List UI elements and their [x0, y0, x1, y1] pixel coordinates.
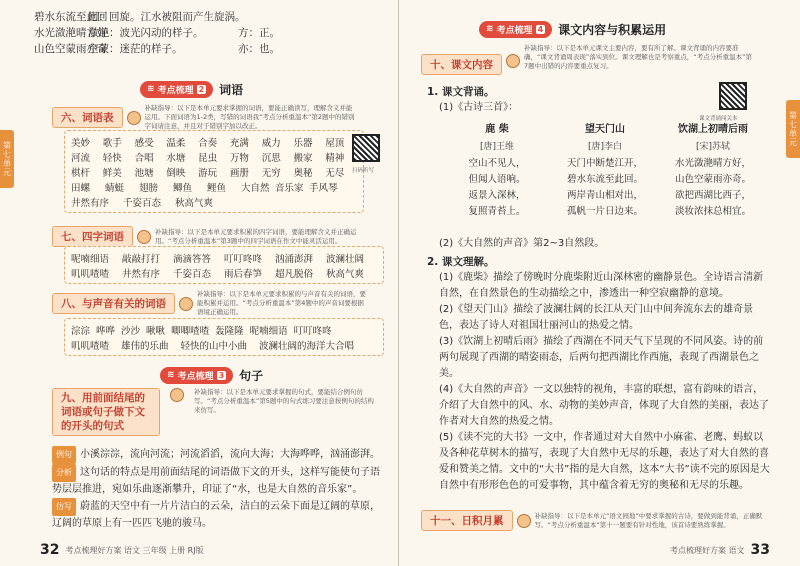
mascot-icon: [179, 297, 193, 311]
idiom-word: 波澜壮阔: [326, 253, 365, 265]
banner-pill: ≋ 考点梳理 2: [140, 81, 213, 98]
idiom-word: 叮叮咚咚: [224, 253, 263, 265]
paragraph: (3)《饮湖上初晴后雨》描绘了西湖在不同天气下呈现的不同风姿。诗的前两句展现了西湖的晴姿雨态，后两句把西湖比作西施，表现了西湖景色之美。: [439, 336, 764, 379]
vocab-word: 轻快: [102, 152, 122, 164]
word-row: [71, 194, 357, 209]
vocab-word: 蜻蜓: [105, 182, 125, 194]
vocab-word: 感受: [134, 137, 154, 149]
idiom-word: 超凡脱俗: [275, 268, 314, 280]
poem-line: 淡妆浓抹总相宜。: [674, 206, 751, 217]
heading-recite: 1. 课文背诵。: [427, 86, 495, 98]
vocab-word: 歌手: [102, 137, 122, 149]
word-row: [71, 149, 357, 164]
vocab-word: 合奏: [198, 137, 218, 149]
qr-caption: 扫码听写: [352, 168, 375, 174]
left-page: [0, 0, 399, 566]
vocab-word: 鲤鱼: [207, 182, 227, 194]
section-tag: 九、用前面结尾的词语或句子做下文的开头的句式: [52, 388, 160, 436]
sound-word: 唧唧喳喳: [171, 325, 210, 337]
mascot-icon: [517, 514, 531, 528]
mascot-icon: [506, 54, 520, 68]
word-row: [71, 164, 357, 179]
poem-note-row: 碧水东流至此回 回：回旋。江水被阻而产生旋涡。: [34, 10, 246, 23]
poem-card: [551, 120, 659, 220]
section-sound-words: [52, 290, 367, 317]
idiom-row: [71, 250, 377, 265]
unit-side-tab: 第七单元: [0, 130, 14, 188]
mascot-icon: [137, 230, 151, 244]
page-number: 33: [750, 542, 770, 558]
sound-word: 叮叮咚咚: [293, 325, 332, 337]
sound-word-box: [64, 318, 384, 356]
poem-line: 天门中断楚江开，: [566, 158, 643, 169]
idiom-word: 秋高气爽: [326, 268, 365, 280]
right-footer: [670, 542, 770, 558]
vocab-word: 万物: [229, 152, 249, 164]
vocab-word: 翅膀: [139, 182, 159, 194]
mascot-icon: [127, 111, 141, 125]
vocab-word: 威力: [261, 137, 281, 149]
sound-word: 轻快的山中小曲: [180, 340, 248, 352]
sound-word: 啾啾: [146, 325, 166, 337]
analysis: 分析 这句话的特点是用前面结尾的词语做下文的开头，这样写能使句子语势层层推进，宛如乐曲逐渐攀升，印证了“水，也是大自然的音乐家”。: [52, 464, 386, 498]
section-tag: 七、四字词语: [52, 226, 133, 247]
poem-note-row: 山色空蒙雨亦奇 空蒙：迷茫的样子。 亦：也。: [34, 42, 280, 55]
poem-author: [唐]王维: [479, 142, 515, 152]
vocab-word: 合唱: [134, 152, 154, 164]
tip-note: 补缺指导：以下是本单元要求掌握的句式，要能结合例句仿写。“考点分析重温本”第5题中的句式练习要注意按例句的结构来仿写。: [194, 388, 374, 414]
word-list-box: [64, 130, 364, 213]
banner-text-content: [479, 20, 666, 38]
vocab-word: 昆虫: [198, 152, 218, 164]
vocab-word: 无穷: [261, 167, 281, 179]
section-tag: 八、与声音有关的词语: [52, 293, 175, 314]
qr-code-icon[interactable]: [719, 82, 747, 110]
poem-note-row: 水光潋滟晴方好 潋滟：波光闪动的样子。 方：正。: [34, 26, 280, 39]
idiom-word: 叽叽喳喳: [71, 268, 110, 280]
banner-title: 句子: [239, 368, 264, 383]
banner-title: 课文内容与积累运用: [558, 22, 667, 37]
poem-line: 山色空蒙雨亦奇。: [674, 174, 751, 185]
poem-author: [唐]李白: [587, 142, 623, 152]
sound-word: 哗哗: [96, 325, 116, 337]
example-sentence: 例句 小溪淙淙，流向河流；河流滔滔，流向大海；大海哗哗，汹涌澎湃。: [52, 446, 386, 464]
idiom-word: 滴滴答答: [173, 253, 212, 265]
banner-title: 词语: [219, 82, 244, 97]
sound-word: 轰隆隆: [215, 325, 244, 337]
vocab-word: 温柔: [166, 137, 186, 149]
section-word-list: [52, 104, 355, 131]
banner-vocab: [140, 80, 243, 98]
vocab-word: 鲜美: [102, 167, 122, 179]
understanding-paragraphs: [439, 270, 771, 494]
sound-word: 雄伟的乐曲: [121, 340, 169, 352]
section-text-content: [421, 44, 752, 75]
idiom-word: 井然有序: [122, 268, 161, 280]
sound-word: 波澜壮阔的海洋大合唱: [259, 340, 355, 352]
poem-notes: [0, 8, 399, 56]
poem-title: 望天门山: [585, 124, 625, 135]
paragraph: (4)《大自然的声音》一文以独特的视角，丰富的联想，富有韵味的语言，介绍了大自然中的风、水、动物的美妙声音，体现了大自然的美丽，表达了作者对大自然的热爱之情。: [439, 384, 769, 427]
sound-word: 叽叽喳喳: [71, 340, 110, 352]
tip-note: 补缺指导：以下是本单元课文主要内容，要有所了解。课文背诵的内容要准确，“课文背诵周表现”落实到位。课文理解也是考察重点，“考点分析重温本”第7题中出错的内容要重点复习。: [524, 44, 752, 70]
vocab-word: 充满: [229, 137, 249, 149]
section-idioms: [52, 226, 375, 247]
vocab-word: 千姿百态: [123, 197, 162, 209]
footer-text: 考点梳理好方案 语文: [669, 545, 745, 555]
poem-line: 孤帆一片日边来。: [566, 206, 643, 217]
section-tag: 十、课文内容: [421, 54, 502, 75]
footer-text: 考点梳理好方案 语文 三年级 上册 RJ版: [65, 545, 204, 555]
page-number: 32: [40, 542, 60, 558]
banner-sentences: [160, 366, 263, 384]
section-tag: 十一、日积月累: [421, 510, 513, 531]
poem-line: 空山不见人，: [468, 158, 526, 169]
banner-pill: ≋ 考点梳理 4: [479, 21, 552, 38]
right-page: [399, 0, 800, 566]
idiom-word: 雨后春笋: [224, 268, 263, 280]
vocab-word: 游玩: [198, 167, 218, 179]
section-daily-accumulation: [421, 510, 775, 531]
sound-row: [71, 322, 377, 337]
vocab-word: 大自然: [241, 182, 270, 194]
word-row: [71, 134, 357, 149]
sound-word: 淙淙: [71, 325, 91, 337]
sound-word: 呢喃细语: [249, 325, 288, 337]
vocab-word: 田螺: [71, 182, 91, 194]
vocab-word: 井然有序: [71, 197, 110, 209]
poem-card: [443, 120, 551, 220]
poem-line: 碧水东流至此回。: [566, 174, 643, 185]
poem-line: 但闻人语响。: [468, 174, 526, 185]
idiom-word: 敲敲打打: [122, 253, 161, 265]
vocab-word: 棋杆: [71, 167, 91, 179]
sentence-examples: [52, 446, 386, 532]
unit-side-tab: 第七单元: [786, 100, 800, 158]
heading-poems: (1)《古诗三首》：: [439, 102, 519, 113]
poem-card: [659, 120, 767, 220]
vocab-word: 水塘: [166, 152, 186, 164]
vocab-word: 鲫鱼: [173, 182, 193, 194]
poem-author: [宋]苏轼: [695, 142, 731, 152]
word-row: [71, 179, 357, 194]
vocab-word: 搬家: [293, 152, 313, 164]
poem-title: 鹿 柴: [485, 124, 509, 135]
vocab-word: 屋顶: [325, 137, 345, 149]
paragraph: (1)《鹿柴》描绘了傍晚时分鹿柴附近山深林密的幽静景色。全诗语言清新自然，在自然景色的生动描绘之中，渗透出一种空寂幽静的意境。: [439, 272, 764, 299]
tip-note: 补缺指导：以下是本单元要求掌握的词语，要能正确读写，理解含义并能运用。下面词语为1-2类，写错的词语我“考点分析重温本”第2题中的错别字词请注意，并且对于错别字加以改正。: [144, 104, 355, 130]
vocab-word: 无尽: [325, 167, 345, 179]
mascot-icon: [170, 388, 184, 402]
left-footer: [40, 542, 204, 558]
idiom-row: [71, 265, 377, 280]
vocab-word: 秋高气爽: [175, 197, 214, 209]
recite-nature: (2)《大自然的声音》第2~3自然段。: [439, 238, 605, 249]
vocab-word: 精神: [325, 152, 345, 164]
vocab-word: 乐器: [293, 137, 313, 149]
section-tag: 六、词语表: [52, 107, 123, 128]
poem-grid: [443, 120, 767, 220]
vocab-word: 奥秘: [293, 167, 313, 179]
vocab-word: 画册: [229, 167, 249, 179]
section-sentence-pattern: [52, 388, 382, 436]
poem-line: 欲把西湖比西子，: [674, 190, 751, 201]
idiom-word: 千姿百态: [173, 268, 212, 280]
heading-understanding: 2. 课文理解。: [427, 256, 495, 268]
idiom-box: [64, 246, 384, 284]
poem-line: 返景入深林，: [468, 190, 526, 201]
tip-note: 补缺指导：以下是本单元“语文园地”中要求掌握的古诗，要做到能背诵，正确默写。“考点分析重温本”第十一题要有针对性地，该首诗要熟练掌握。: [534, 511, 763, 529]
vocab-word: 河流: [71, 152, 91, 164]
paragraph: (5)《读不完的大书》一文中，作者通过对大自然中小麻雀、老鹰、蚂蚁以及各种花草树木的描写，表现了大自然中无尽的乐趣，表达了对大自然的喜爱和赞美之情。文中的“大书”指的是大自然，这本“大书”读不完的原因是大自然中有形形色色的可爱事物，其中蕴含着无穷的奥秘和无尽的乐趣。: [439, 432, 770, 491]
vocab-word: 手风琴: [309, 182, 338, 194]
vocab-word: 音乐家: [275, 182, 304, 194]
poem-line: 两岸青山相对出，: [566, 190, 643, 201]
sound-word: 沙沙: [121, 325, 141, 337]
poem-line: 复照青苔上。: [468, 206, 526, 217]
paragraph: (2)《望天门山》描绘了波澜壮阔的长江从天门山中间奔流东去的雄奇景色，表达了诗人对祖国壮丽河山的热爱之情。: [439, 304, 754, 331]
sound-row: [71, 337, 377, 352]
qr-code-icon[interactable]: [352, 134, 380, 162]
tip-note: 补缺指导：以下是本单元要求积累的与声音有关的词语，要能积累并运用。“考点分析重温本”第4题中的声音词要根据语境正确运用。: [197, 290, 366, 316]
poem-title: 饮湖上初晴后雨: [678, 124, 748, 135]
idiom-word: 呢喃细语: [71, 253, 110, 265]
qr-caption: 课文背诵闯关本: [699, 116, 738, 122]
banner-pill: ≋ 考点梳理 3: [160, 367, 233, 384]
vocab-word: 美妙: [71, 137, 91, 149]
poem-line: 水光潋滟晴方好，: [674, 158, 751, 169]
vocab-word: 沉思: [261, 152, 281, 164]
idiom-word: 汹涌澎湃: [275, 253, 314, 265]
imitation: 仿写 蔚蓝的天空中有一片片洁白的云朵，洁白的云朵下面是辽阔的草原，辽阔的草原上有一匹匹飞驰的骏马。: [52, 498, 386, 532]
vocab-word: 池塘: [134, 167, 154, 179]
vocab-word: 倒映: [166, 167, 186, 179]
tip-note: 补缺指导：以下是本单元要求积累的四字词语，要能理解含义并正确运用。“考点分析重温本”第3题中的四字词语在作文中能灵活运用。: [155, 227, 357, 245]
